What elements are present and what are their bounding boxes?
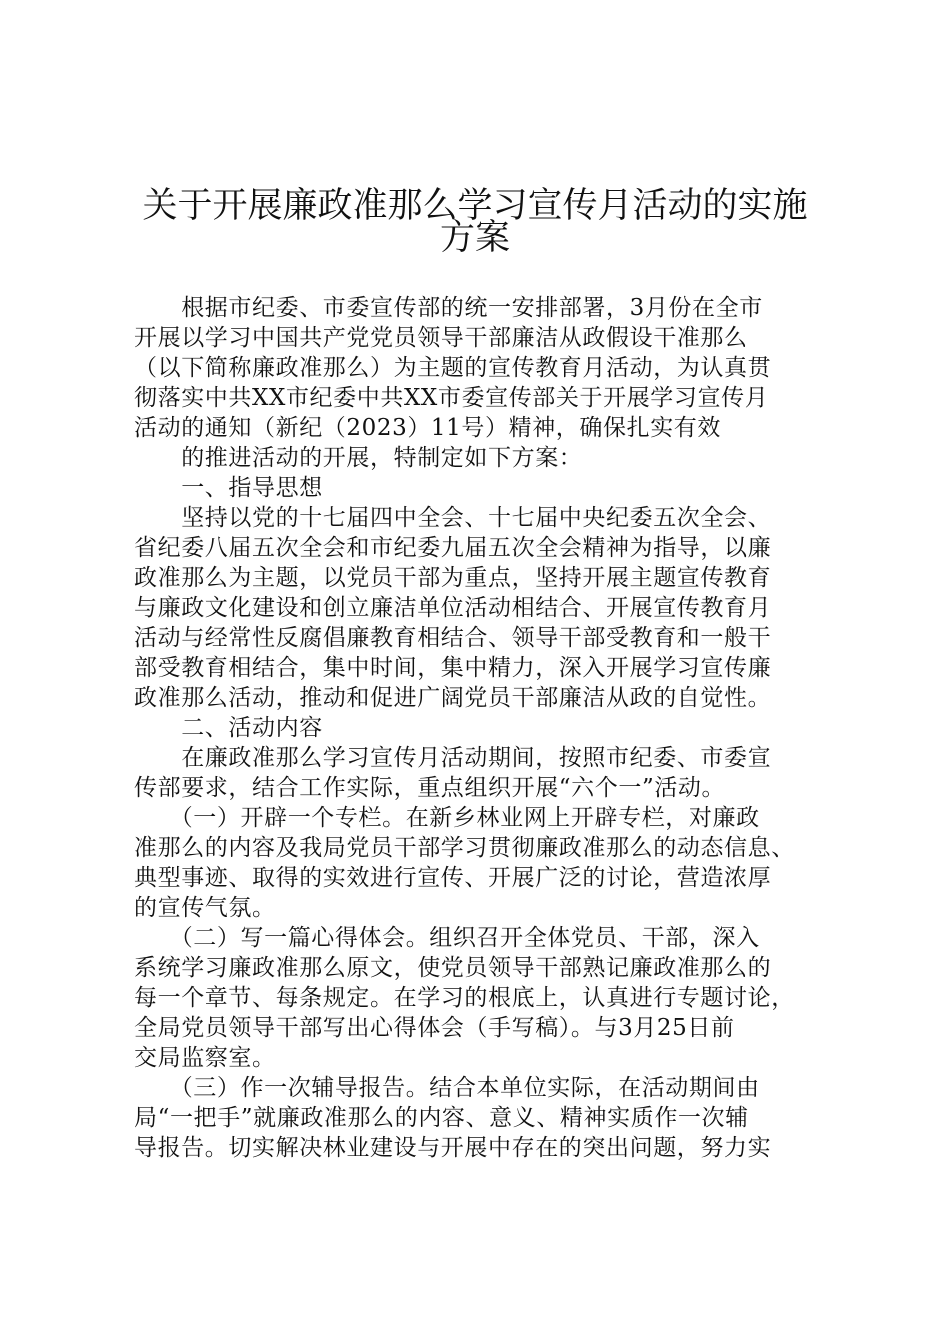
body-line: 系统学习廉政准那么原文，使党员领导干部熟记廉政准那么的 [134,955,772,981]
body-line: 的推进活动的开展，特制定如下方案： [134,445,583,471]
body-line: 的宣传气氛。 [134,895,276,921]
body-line: 彻落实中共XX市纪委中共XX市委宣传部关于开展学习宣传月 [134,385,769,411]
body-line: 与廉政文化建设和创立廉洁单位活动相结合、开展宣传教育月 [134,595,772,621]
body-line: （二）写一篇心得体会。组织召开全体党员、干部，深入 [134,925,760,951]
body-line: 典型事迹、取得的实效进行宣传、开展广泛的讨论，营造浓厚 [134,865,772,891]
section-heading: 一、指导思想 [134,475,323,501]
body-line: 局“一把手”就廉政准那么的内容、意义、精神实质作一次辅 [134,1105,749,1131]
document-title-line-1: 关于开展廉政准那么学习宣传月活动的实施 [142,186,808,226]
body-line: 活动的通知（新纪（2023）11号）精神，确保扎实有效 [134,415,721,441]
body-line: 准那么的内容及我局党员干部学习贯彻廉政准那么的动态信息、 [134,835,795,861]
body-line: 传部要求，结合工作实际，重点组织开展“六个一”活动。 [134,775,726,801]
body-line: （以下简称廉政准那么）为主题的宣传教育月活动，为认真贯 [134,355,772,381]
body-line: （一）开辟一个专栏。在新乡林业网上开辟专栏，对廉政 [134,805,760,831]
body-line: （三）作一次辅导报告。结合本单位实际，在活动期间由 [134,1075,760,1101]
section-heading: 二、活动内容 [134,715,323,741]
body-line: 政准那么活动，推动和促进广阔党员干部廉洁从政的自觉性。 [134,685,772,711]
body-line: 在廉政准那么学习宣传月活动期间，按照市纪委、市委宣 [134,745,772,771]
body-line: 根据市纪委、市委宣传部的统一安排部署，3月份在全市 [134,295,763,321]
body-line: 政准那么为主题，以党员干部为重点，坚持开展主题宣传教育 [134,565,772,591]
body-line: 活动与经常性反腐倡廉教育相结合、领导干部受教育和一般干 [134,625,772,651]
body-line: 交局监察室。 [134,1045,276,1071]
body-line: 省纪委八届五次全会和市纪委九届五次全会精神为指导，以廉 [134,535,772,561]
document-title-line-2: 方案 [439,218,510,258]
body-line: 每一个章节、每条规定。在学习的根底上，认真进行专题讨论， [134,985,795,1011]
body-line: 开展以学习中国共产党党员领导干部廉洁从政假设干准那么 [134,325,748,351]
body-line: 导报告。切实解决林业建设与开展中存在的突出问题，努力实 [134,1135,772,1161]
body-line: 坚持以党的十七届四中全会、十七届中央纪委五次全会、 [134,505,772,531]
body-line: 部受教育相结合，集中时间，集中精力，深入开展学习宣传廉 [134,655,772,681]
body-line: 全局党员领导干部写出心得体会（手写稿）。与3月25日前 [134,1015,735,1041]
